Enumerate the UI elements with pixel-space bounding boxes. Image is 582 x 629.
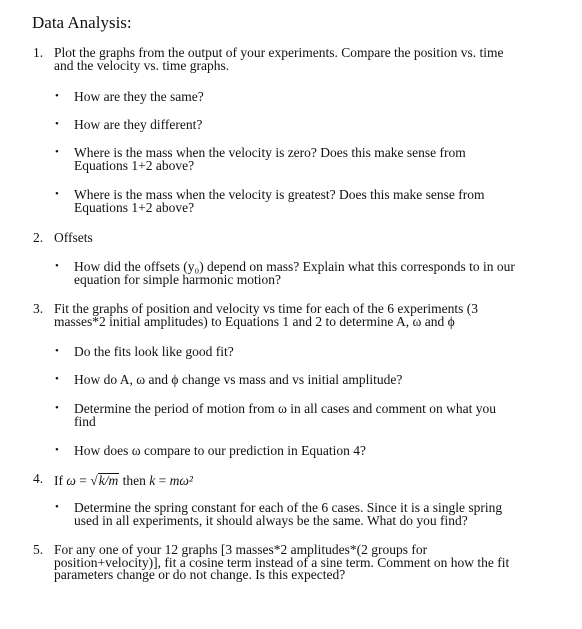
bullet-text: Do the fits look like good fit? <box>74 344 234 359</box>
bullet-dot: • <box>55 402 59 414</box>
bullet-text: How do A, ω and ϕ change vs mass and vs initial amplitude? <box>74 372 403 387</box>
text-line: parameters change or do not change. Is this expected? <box>54 567 346 582</box>
bullet-dot: • <box>55 260 59 272</box>
bullet-dot: • <box>55 146 59 158</box>
item-number: 1. <box>33 45 44 60</box>
bullet-text <box>74 147 544 172</box>
formula-line <box>54 473 554 488</box>
bullet-dot: • <box>55 444 59 456</box>
item-number: 3. <box>33 301 44 316</box>
bullet-dot: • <box>55 90 59 102</box>
formula-operator: = <box>155 473 170 488</box>
square-root <box>90 473 119 488</box>
radical-sign: √ <box>90 473 98 488</box>
section-heading: Data Analysis: <box>32 13 132 32</box>
bullet-text <box>74 502 544 527</box>
bullet-dot: • <box>55 501 59 513</box>
text-line: equation for simple harmonic motion? <box>74 271 281 287</box>
item-text <box>54 47 554 72</box>
formula-operator: = <box>75 473 91 488</box>
text-line: position+velocity)], fit a cosine term instead of a sine term. Comment on how the fit <box>54 554 510 570</box>
item-number: 4. <box>33 471 44 486</box>
text-line: Determine the spring constant for each of the 6 cases. Since it is a single spring <box>74 500 503 515</box>
bullet-text: How are they different? <box>74 117 203 132</box>
formula-symbol: k <box>149 473 156 488</box>
bullet-dot: • <box>55 345 59 357</box>
text-line: find <box>74 413 96 429</box>
item-text <box>54 303 554 328</box>
text-line: used in all experiments, it should always be the same. What do you find? <box>74 512 468 528</box>
bullet-text: How does ω compare to our prediction in Equation 4? <box>74 443 366 458</box>
text-line: Plot the graphs from the output of your experiments. Compare the position vs. time <box>54 45 504 60</box>
bullet-dot: • <box>55 118 59 130</box>
text-line: and the velocity vs. time graphs. <box>54 57 230 73</box>
bullet-text <box>74 189 544 214</box>
bullet-text <box>74 403 544 428</box>
text-line: Where is the mass when the velocity is zero? Does this make sense from <box>74 145 466 160</box>
text-line: Determine the period of motion from ω in all cases and comment on what you <box>74 401 497 416</box>
formula-text: If <box>54 473 67 488</box>
formula-symbol: mω² <box>169 473 193 488</box>
bullet-text <box>74 261 544 286</box>
radicand: k/m <box>98 473 119 488</box>
text-line: For any one of your 12 graphs [3 masses*2 amplitudes*(2 groups for <box>54 542 428 557</box>
text-line: Where is the mass when the velocity is greatest? Does this make sense from <box>74 187 485 202</box>
item-number: 2. <box>33 230 44 245</box>
formula-symbol: ω <box>66 473 76 488</box>
bullet-dot: • <box>55 373 59 385</box>
bullet-dot: • <box>55 188 59 200</box>
text-line: Fit the graphs of position and velocity vs time for each of the 6 experiments (3 <box>54 301 479 316</box>
text-line: How did the offsets (y₀) depend on mass? Explain what this corresponds to in our <box>74 259 515 274</box>
item-text <box>54 544 554 582</box>
text-line: Equations 1+2 above? <box>74 157 195 173</box>
bullet-text: How are they the same? <box>74 89 204 104</box>
item-text: Offsets <box>54 230 93 245</box>
item-number: 5. <box>33 542 44 557</box>
text-line: masses*2 initial amplitudes) to Equations 1 and 2 to determine A, ω and ϕ <box>54 313 455 329</box>
text-line: Equations 1+2 above? <box>74 199 195 215</box>
formula-text: then <box>119 473 150 488</box>
